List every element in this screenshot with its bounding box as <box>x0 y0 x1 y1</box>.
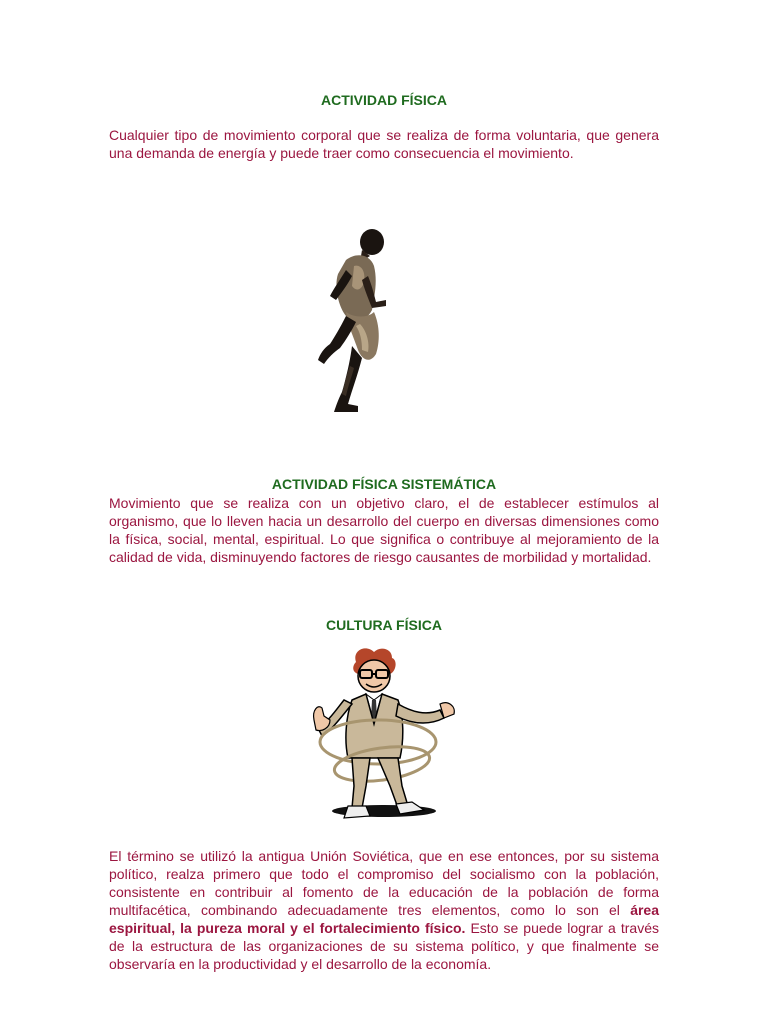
body-text-bold: área espiritual, la pureza moral y el fortalecimiento físico. <box>109 902 659 936</box>
hula-hoop-man-illustration <box>308 646 462 832</box>
section-body-actividad-fisica-sistematica: Movimiento que se realiza con un objetivo claro, el de establecer estímulos al organismo, que lo lleven hacia un desarrollo del cuerpo en diversas dimensiones como la física, social, mental, espiritual. Lo que significa o contribuye al mejoramiento de la calidad de vida, disminuyendo factores de riesgo causantes de morbilidad y mortalidad. <box>109 495 659 565</box>
section-title-actividad-fisica-sistematica: ACTIVIDAD FÍSICA SISTEMÁTICA <box>271 476 497 492</box>
section-title-actividad-fisica: ACTIVIDAD FÍSICA <box>321 92 447 108</box>
body-text-before: El término se utilizó la antigua Unión Soviética, que en ese entonces, por su sistema político, realza primero que todo el compromiso del socialismo con la población, consistente en contribuir al fomento de la educación de la población de forma multifacética, combinando adecuadamente tres elementos, como lo son el <box>109 848 659 918</box>
section-title-cultura-fisica: CULTURA FÍSICA <box>326 617 442 633</box>
section-body-actividad-fisica: Cualquier tipo de movimiento corporal que se realiza de forma voluntaria, que genera una demanda de energía y puede traer como consecuencia el movimiento. <box>109 127 659 161</box>
body-text-after: Esto se puede lograr a través de la estructura de las organizaciones de su sistema político, y que finalmente se observaría en la productividad y el desarrollo de la economía. <box>109 920 659 972</box>
running-man-illustration <box>310 226 390 416</box>
section-body-cultura-fisica <box>109 847 659 973</box>
